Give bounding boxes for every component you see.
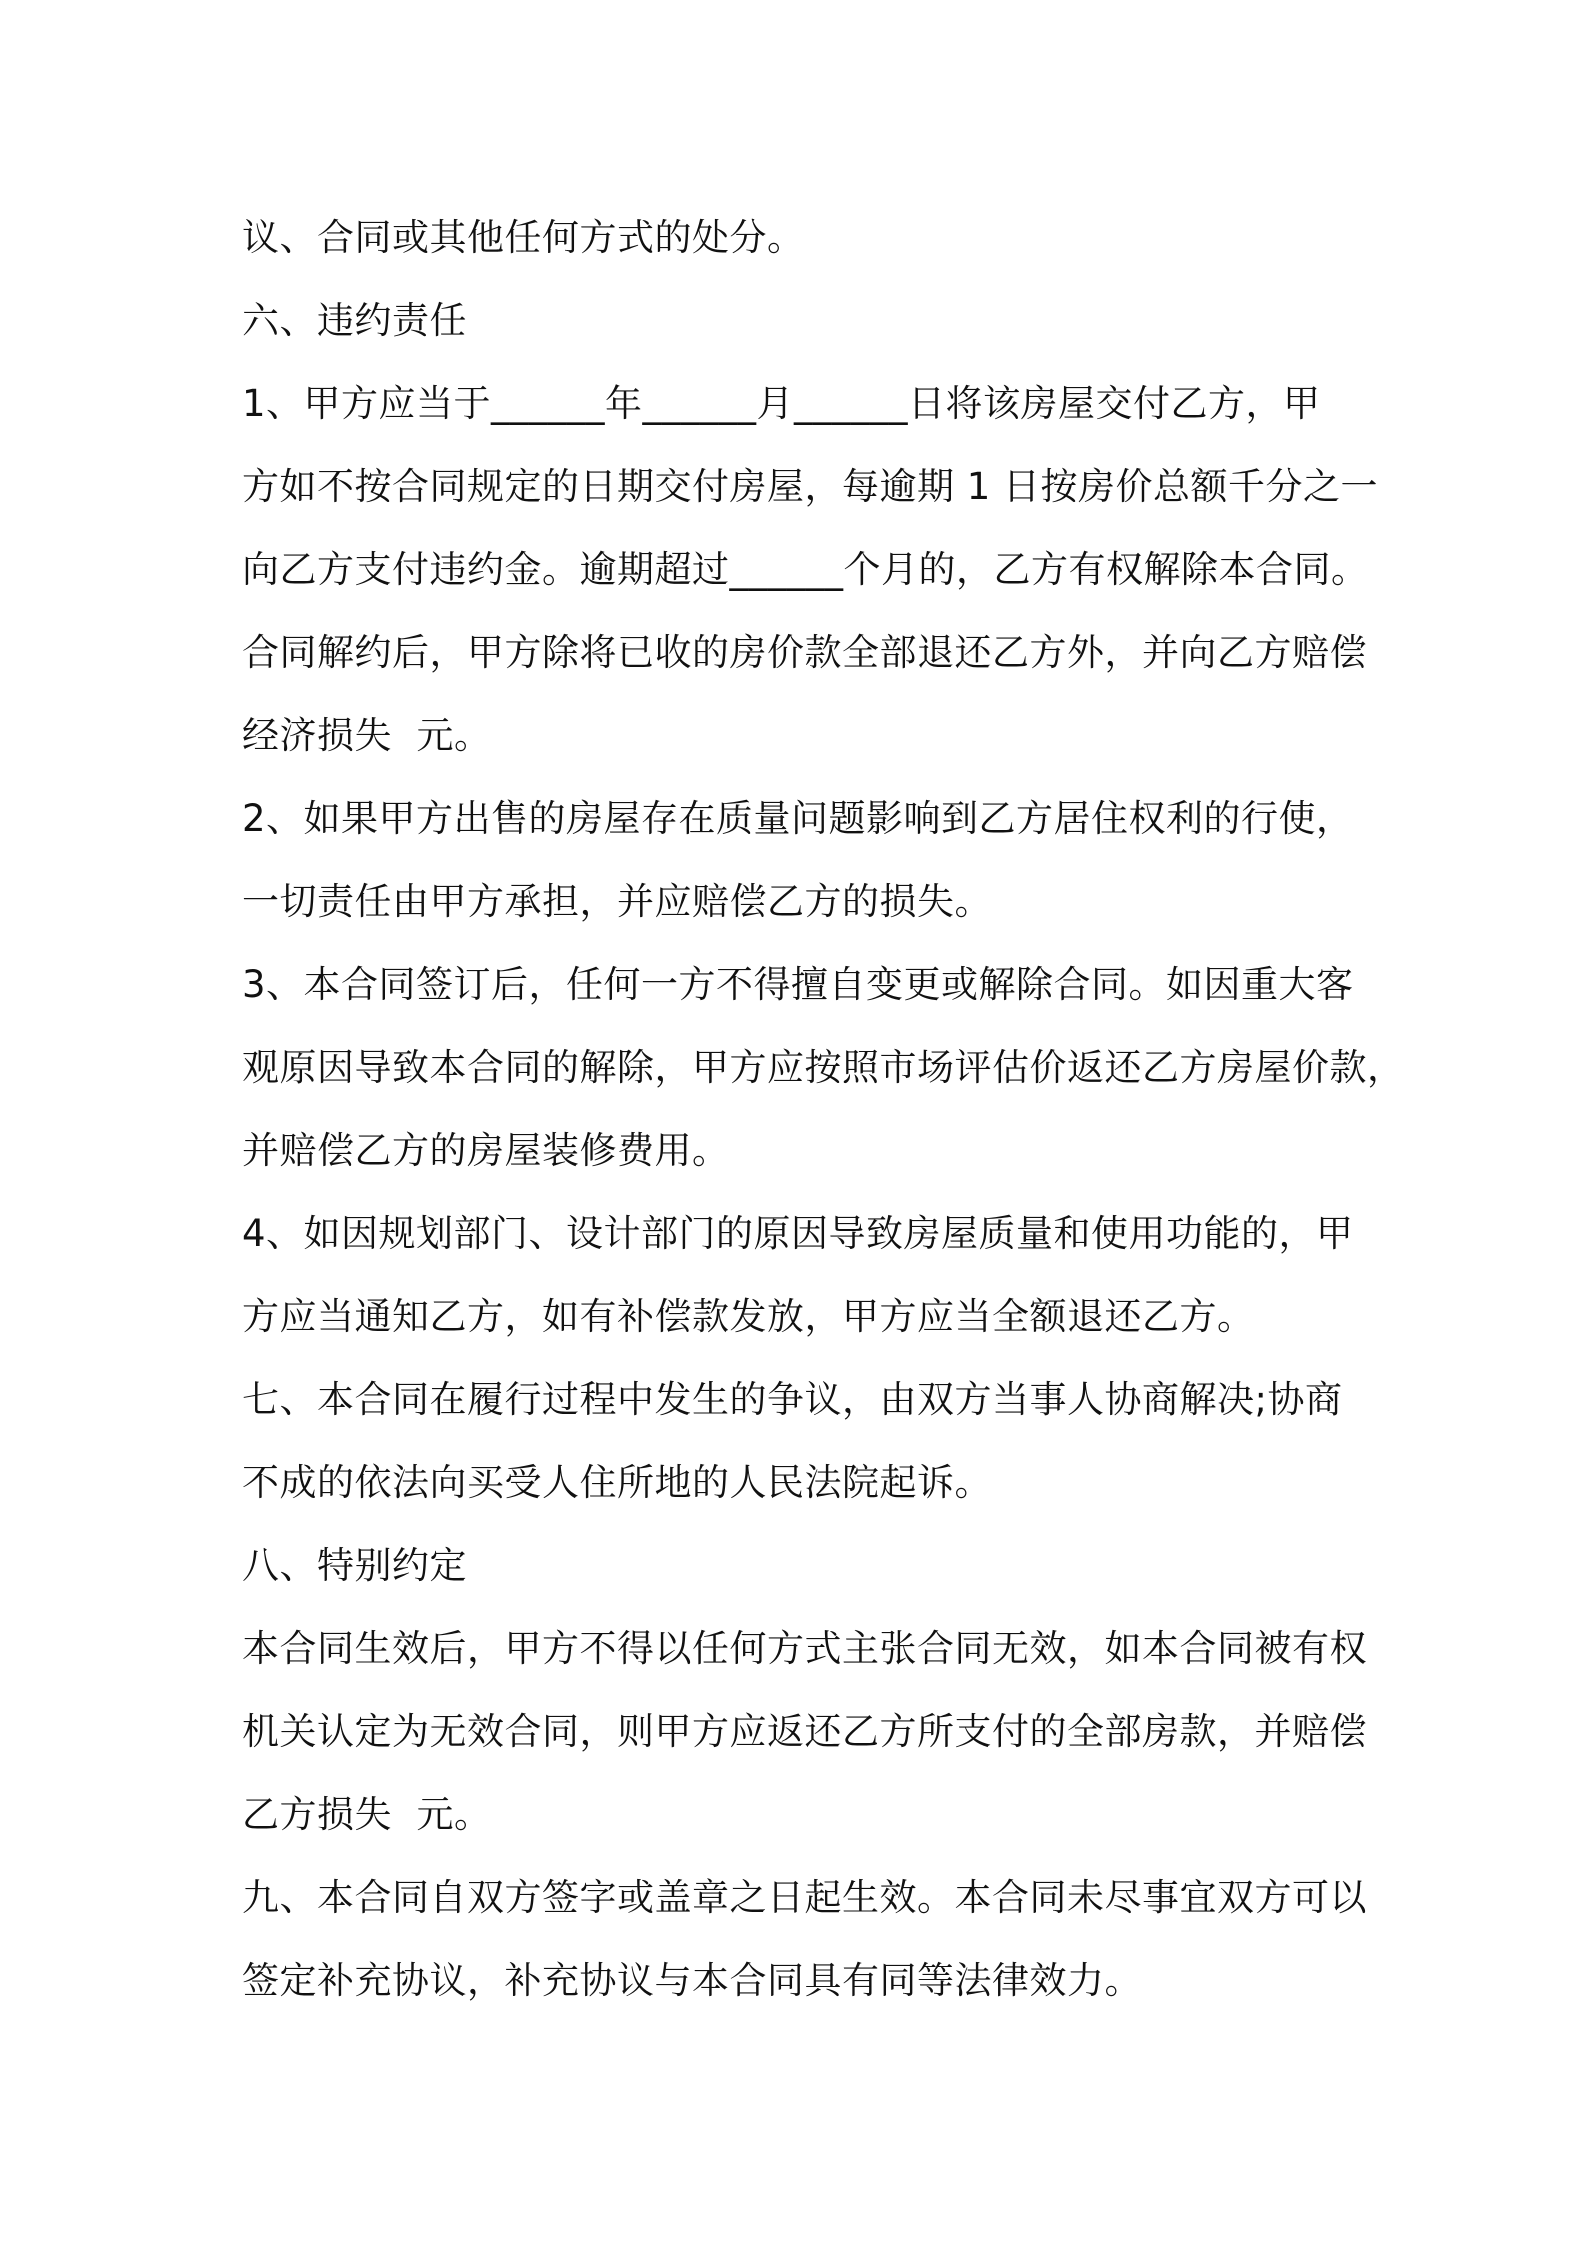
document-body [242,196,1405,2022]
text-line: 经济损失 元。 [242,714,492,757]
text-line: 不成的依法向买受人住所地的人民法院起诉。 [242,1461,992,1504]
text-line: 观原因导致本合同的解除，甲方应按照市场评估价返还乙方房屋价款， [242,1046,1405,1089]
text-line: 1、甲方应当于______年______月______日将该房屋交付乙方，甲 [242,382,1321,425]
text-line: 九、本合同自双方签字或盖章之日起生效。本合同未尽事宜双方可以 [242,1876,1367,1919]
text-line: 乙方损失 元。 [242,1793,492,1836]
text-line: 本合同生效后，甲方不得以任何方式主张合同无效，如本合同被有权 [242,1627,1367,1670]
text-line: 方如不按合同规定的日期交付房屋，每逾期 1 日按房价总额千分之一 [242,465,1379,508]
text-line: 合同解约后，甲方除将已收的房价款全部退还乙方外，并向乙方赔偿 [242,631,1367,674]
text-line: 并赔偿乙方的房屋装修费用。 [242,1129,730,1172]
text-line: 4、如因规划部门、设计部门的原因导致房屋质量和使用功能的，甲 [242,1212,1354,1255]
section-heading: 六、违约责任 [242,299,467,342]
text-line: 向乙方支付违约金。逾期超过______个月的，乙方有权解除本合同。 [242,548,1369,591]
text-line: 签定补充协议，补充协议与本合同具有同等法律效力。 [242,1959,1142,2002]
text-line: 3、本合同签订后，任何一方不得擅自变更或解除合同。如因重大客 [242,963,1354,1006]
text-line: 方应当通知乙方，如有补偿款发放，甲方应当全额退还乙方。 [242,1295,1255,1338]
section-heading: 八、特别约定 [242,1544,467,1587]
text-line: 机关认定为无效合同，则甲方应返还乙方所支付的全部房款，并赔偿 [242,1710,1367,1753]
text-line: 议、合同或其他任何方式的处分。 [242,216,805,259]
text-line: 七、本合同在履行过程中发生的争议，由双方当事人协商解决;协商 [242,1378,1343,1421]
text-line: 一切责任由甲方承担，并应赔偿乙方的损失。 [242,880,992,923]
text-line: 2、如果甲方出售的房屋存在质量问题影响到乙方居住权利的行使， [242,797,1354,840]
